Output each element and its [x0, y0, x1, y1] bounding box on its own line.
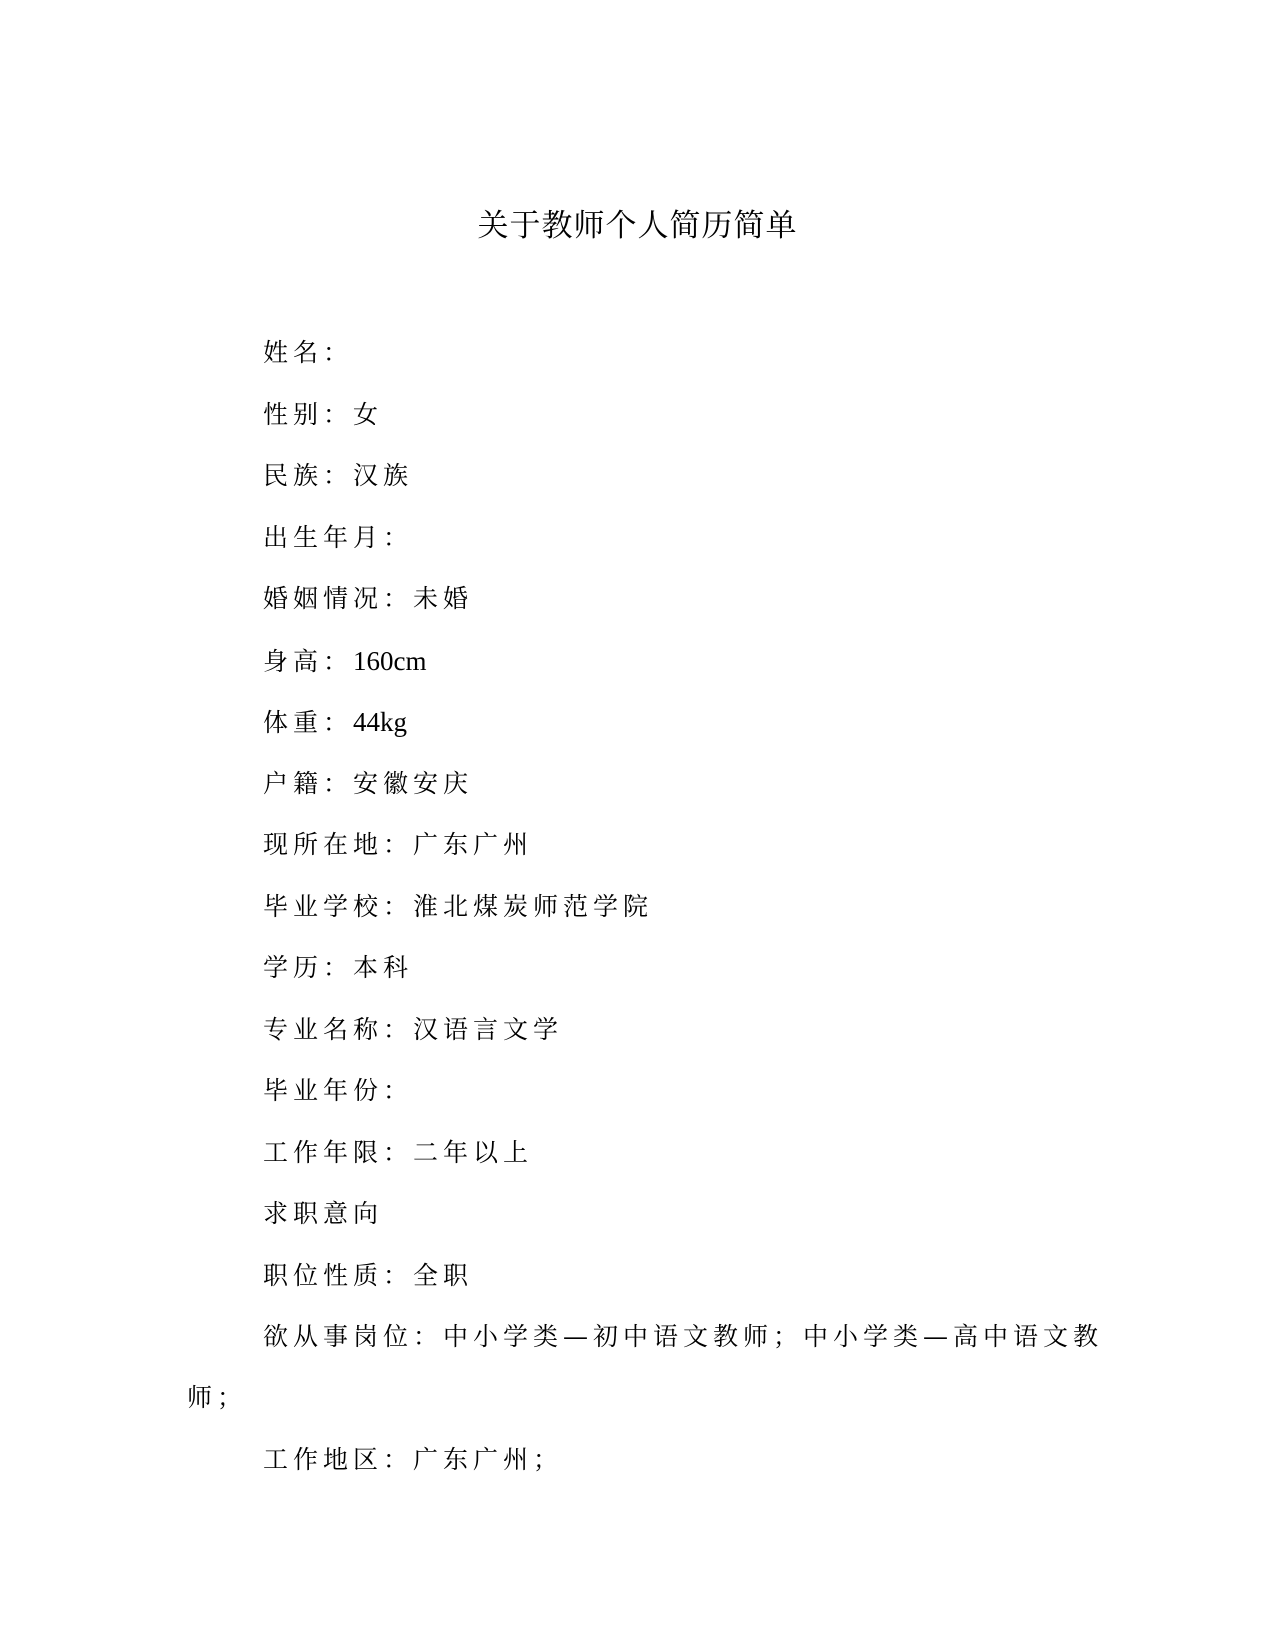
field-weight-value: 44kg	[353, 707, 408, 737]
document-title: 关于教师个人简历简单	[477, 208, 798, 244]
field-height-value: 160cm	[353, 645, 427, 676]
field-weight-label: 体重：	[263, 708, 354, 737]
field-major: 专业名称：汉语言文学	[263, 1014, 564, 1044]
field-graduate-school: 毕业学校：淮北煤炭师范学院	[263, 891, 654, 921]
field-gender: 性别：女	[263, 399, 384, 429]
resume-fields	[187, 333, 1104, 1502]
field-marital-status: 婚姻情况：未婚	[263, 584, 474, 613]
field-job-type: 职位性质：全职	[263, 1260, 474, 1290]
field-graduation-year: 毕业年份：	[263, 1076, 414, 1105]
field-work-years: 工作年限：二年以上	[263, 1137, 534, 1167]
desired-position-line-1: 欲从事岗位：中小学类—初中语文教师；中小学类—高中语文教	[263, 1322, 1104, 1351]
desired-position-line-2: 师；	[187, 1383, 248, 1412]
field-desired-position	[187, 1317, 1104, 1440]
field-name: 姓名：	[263, 338, 354, 367]
field-education: 学历：本科	[263, 953, 414, 982]
field-ethnicity: 民族：汉族	[263, 461, 414, 490]
field-height	[263, 641, 1083, 703]
field-height-label: 身高：	[263, 646, 354, 676]
field-household-registration: 户籍：安徽安庆	[263, 768, 474, 798]
field-work-area: 工作地区：广东广州；	[263, 1445, 564, 1474]
field-birth-date: 出生年月：	[263, 522, 414, 552]
section-job-intention: 求职意向	[263, 1199, 384, 1228]
field-current-location: 现所在地：广东广州	[263, 830, 534, 859]
field-weight	[263, 702, 1083, 764]
